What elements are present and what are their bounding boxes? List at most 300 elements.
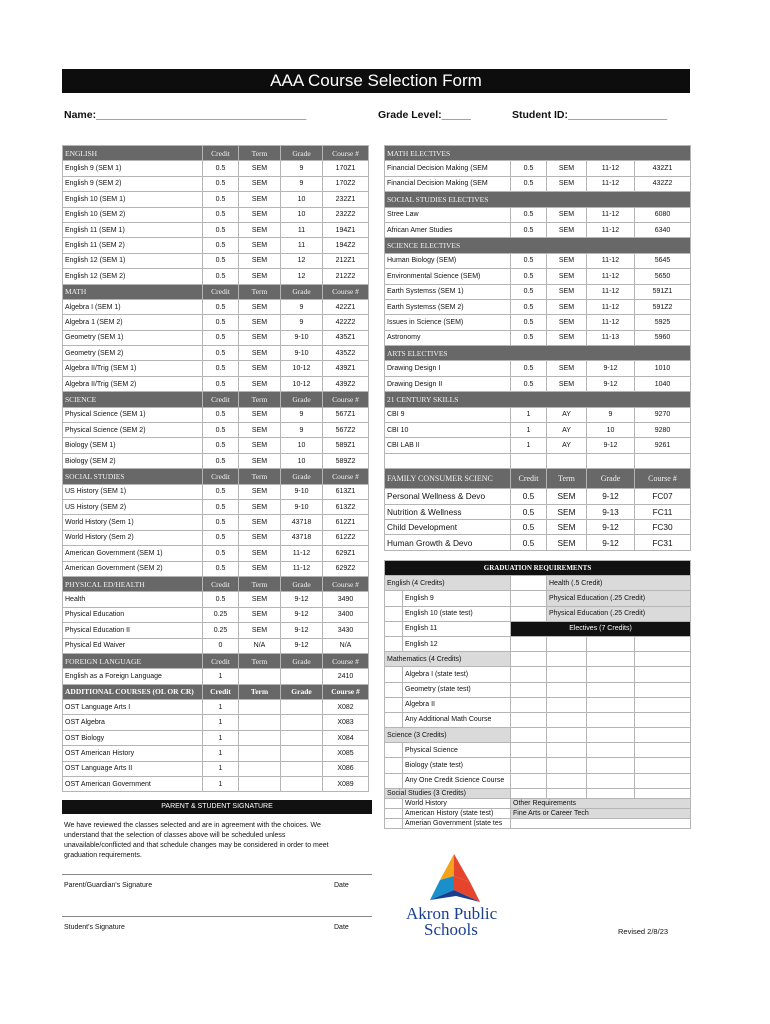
course-row[interactable] [63,715,369,730]
course-cell: 1 [203,746,239,761]
course-cell: X086 [323,761,369,776]
course-cell: 9 [587,407,635,422]
course-name: Issues in Science (SEM) [385,315,511,330]
course-cell: 591Z1 [635,284,691,299]
course-row[interactable] [63,423,369,438]
course-name: English 11 (SEM 1) [63,222,203,237]
course-cell: 629Z1 [323,546,369,561]
logo-facet [440,854,454,880]
course-cell: 1 [511,438,547,453]
course-cell: SEM [239,592,281,607]
course-cell: 9270 [635,407,691,422]
course-cell [239,761,281,776]
course-cell: 0.5 [203,207,239,222]
course-cell: 11-12 [587,161,635,176]
course-name: Physical Education [63,607,203,622]
course-row[interactable] [63,761,369,776]
course-row[interactable] [63,546,369,561]
course-row[interactable] [385,315,691,330]
course-name: Earth Systemss (SEM 2) [385,299,511,314]
section-title: SCIENCE [63,392,203,407]
empty-cell [511,453,547,468]
course-name: OST American History [63,746,203,761]
course-cell: SEM [239,407,281,422]
course-cell: 589Z2 [323,453,369,468]
course-row[interactable] [63,746,369,761]
course-cell: 0.5 [203,407,239,422]
course-row[interactable] [385,489,691,504]
course-cell: 435Z2 [323,346,369,361]
course-cell: 11-12 [587,299,635,314]
course-cell: 9 [281,161,323,176]
course-row[interactable] [63,238,369,253]
column-header: Term [239,469,281,484]
column-header: Term [239,146,281,161]
course-cell [281,715,323,730]
course-cell: 613Z1 [323,484,369,499]
column-header: Course # [323,146,369,161]
course-row[interactable] [63,253,369,268]
course-cell: SEM [239,623,281,638]
grad-ss-item: Amerian Government (state tes [403,818,511,828]
student-signature-label: Student's Signature [64,924,125,931]
course-cell [239,700,281,715]
course-cell: 11-12 [587,207,635,222]
course-cell: 0.5 [203,238,239,253]
section-title: FAMILY CONSUMER SCIENC [385,469,511,489]
course-row[interactable] [63,607,369,622]
course-cell: 11-12 [281,561,323,576]
course-cell: 0.5 [511,269,547,284]
course-row[interactable] [63,700,369,715]
course-row[interactable] [385,423,691,438]
course-row[interactable] [63,669,369,684]
course-cell: FC07 [635,489,691,504]
column-header: Grade [281,284,323,299]
course-cell: 11-12 [587,222,635,237]
course-cell: SEM [239,330,281,345]
column-header: Course # [323,653,369,668]
grad-math-item: Geometry (state test) [403,682,511,697]
course-row[interactable] [63,376,369,391]
course-row[interactable] [63,299,369,314]
grad-science-header: Science (3 Credits) [385,728,511,743]
course-row[interactable] [63,530,369,545]
course-name: Stree Law [385,207,511,222]
course-name: Biology (SEM 1) [63,438,203,453]
course-cell [281,730,323,745]
course-name: African Amer Studies [385,222,511,237]
course-row[interactable] [63,361,369,376]
course-cell: 9-12 [281,638,323,653]
course-row[interactable] [63,561,369,576]
course-cell: 9-12 [587,376,635,391]
course-row[interactable] [63,438,369,453]
grad-electives-header: Electives (7 Credits) [511,621,691,636]
student-id-field[interactable]: Student ID:_________________ [512,109,668,121]
graduation-requirements-table [384,560,691,829]
course-cell: SEM [239,253,281,268]
parent-date-label: Date [334,882,349,889]
course-name: Nutrition & Wellness [385,504,511,519]
course-cell: 11 [281,238,323,253]
course-cell: 0.5 [203,330,239,345]
course-row[interactable] [63,592,369,607]
course-name: Geometry (SEM 1) [63,330,203,345]
course-cell: 0.5 [511,330,547,345]
course-name: Financial Decision Making (SEM [385,161,511,176]
course-cell [281,777,323,792]
course-cell: 0.5 [203,515,239,530]
course-cell: 0.5 [511,161,547,176]
course-cell: 9261 [635,438,691,453]
section-title: ARTS ELECTIVES [385,346,691,361]
column-header: Course # [323,284,369,299]
course-cell: SEM [239,176,281,191]
course-cell: 0.5 [511,376,547,391]
column-header: Grade [587,469,635,489]
course-cell: X084 [323,730,369,745]
course-name: Algebra 1 (SEM 2) [63,315,203,330]
column-header: Term [239,653,281,668]
parent-signature-label: Parent/Guardian's Signature [64,882,153,889]
course-cell: SEM [239,361,281,376]
grade-level-field[interactable]: Grade Level:_____ [378,109,471,121]
column-header: Grade [281,684,323,699]
course-row[interactable] [385,284,691,299]
course-cell: 10-12 [281,376,323,391]
course-cell: 0.5 [203,346,239,361]
course-cell: 0.5 [203,161,239,176]
course-cell: 1010 [635,361,691,376]
course-cell: 1040 [635,376,691,391]
course-row[interactable] [385,207,691,222]
course-cell: 1 [203,730,239,745]
section-title: SCIENCE ELECTIVES [385,238,691,253]
section-title: MATH ELECTIVES [385,146,691,161]
course-cell: 194Z1 [323,222,369,237]
course-cell: SEM [547,535,587,550]
course-cell: 1 [203,761,239,776]
course-row[interactable] [385,253,691,268]
course-row[interactable] [385,269,691,284]
course-cell: 591Z2 [635,299,691,314]
course-row[interactable] [385,535,691,550]
course-cell: 0.25 [203,623,239,638]
left-course-table [62,145,369,792]
grad-english-item: English 9 [403,591,511,606]
course-cell: 12 [281,253,323,268]
course-cell: 10-12 [281,361,323,376]
course-cell: SEM [547,284,587,299]
column-header: Term [239,576,281,591]
course-row[interactable] [63,192,369,207]
course-name: OST American Government [63,777,203,792]
section-title: SOCIAL STUDIES [63,469,203,484]
course-row[interactable] [63,269,369,284]
course-cell: SEM [239,269,281,284]
course-cell: 9-12 [587,361,635,376]
course-cell: 0.5 [203,376,239,391]
course-row[interactable] [63,484,369,499]
section-header-math [63,284,369,299]
grad-ss-item: American History (state test) [403,808,511,818]
course-cell: 0.5 [511,315,547,330]
column-header: Grade [281,392,323,407]
section-header-foreign-language [63,653,369,668]
course-cell: SEM [239,207,281,222]
form-title: AAA Course Selection Form [62,69,690,93]
course-row[interactable] [63,777,369,792]
section-header-physical-ed-health [63,576,369,591]
section-title: PHYSICAL ED/HEALTH [63,576,203,591]
course-row[interactable] [385,438,691,453]
course-cell: 9 [281,407,323,422]
graduation-title: GRADUATION REQUIREMENTS [385,561,691,576]
course-cell: 0.5 [203,530,239,545]
section-title: FOREIGN LANGUAGE [63,653,203,668]
course-name: CBI 10 [385,423,511,438]
course-cell: SEM [239,376,281,391]
course-name: Human Biology (SEM) [385,253,511,268]
column-header: Grade [281,653,323,668]
course-cell: 1 [203,700,239,715]
course-cell: 9-10 [281,330,323,345]
course-cell: 0.5 [203,499,239,514]
course-row[interactable] [63,499,369,514]
course-cell: 194Z2 [323,238,369,253]
course-row[interactable] [385,176,691,191]
course-name: OST Algebra [63,715,203,730]
logo-line2: Schools [424,920,478,939]
course-name: Drawing Design II [385,376,511,391]
course-cell: 170Z2 [323,176,369,191]
course-row[interactable] [385,299,691,314]
course-cell: 10 [281,438,323,453]
course-row[interactable] [63,623,369,638]
empty-cell [385,453,511,468]
name-field[interactable]: Name:____________________________________ [64,109,307,121]
course-cell: 9-10 [281,484,323,499]
course-cell: 439Z1 [323,361,369,376]
course-cell: SEM [239,222,281,237]
grad-other-header: Other Requirements [511,798,691,808]
course-cell: 10 [281,453,323,468]
course-name: World History (Sem 2) [63,530,203,545]
course-cell [239,746,281,761]
course-name: OST Language Arts II [63,761,203,776]
course-name: CBI 9 [385,407,511,422]
course-row[interactable] [63,346,369,361]
section-title: 21 CENTURY SKILLS [385,392,691,407]
course-cell: 0.5 [203,546,239,561]
course-cell: 0.5 [203,484,239,499]
column-header: Course # [323,576,369,591]
course-name: English 12 (SEM 2) [63,269,203,284]
course-cell: 613Z2 [323,499,369,514]
course-cell: FC11 [635,504,691,519]
course-row[interactable] [385,361,691,376]
course-cell: 5925 [635,315,691,330]
course-cell: SEM [547,489,587,504]
course-cell: 11-12 [281,546,323,561]
course-cell: 0.5 [511,222,547,237]
section-title: MATH [63,284,203,299]
course-cell: 6080 [635,207,691,222]
course-cell: 612Z2 [323,530,369,545]
course-row[interactable] [385,519,691,534]
grad-health-header: Health (.5 Credit) [547,576,691,591]
grad-math-item: Algebra I (state test) [403,667,511,682]
signature-section [62,800,372,950]
column-header: Course # [323,684,369,699]
course-cell: 11-12 [587,269,635,284]
course-row[interactable] [63,515,369,530]
divider [62,874,372,875]
course-cell: SEM [239,423,281,438]
course-cell: 10 [281,192,323,207]
grad-math-item: Algebra II [403,697,511,712]
course-cell [281,761,323,776]
course-cell: 9-10 [281,499,323,514]
course-cell: SEM [547,519,587,534]
course-cell: 9-12 [587,519,635,534]
course-row[interactable] [63,176,369,191]
course-cell: SEM [547,330,587,345]
column-header: Course # [323,392,369,407]
course-cell: SEM [547,361,587,376]
course-cell: 5960 [635,330,691,345]
signature-agreement-text: We have reviewed the classes selected and are in agreement with the choices. We understand that the selection of classes above will be scheduled unless unavailable/conflicted and that schedule changes may be considered in order to meet graduation requirements. [64,822,329,859]
course-cell: SEM [239,546,281,561]
course-name: US History (SEM 1) [63,484,203,499]
course-cell: 11-12 [587,284,635,299]
course-cell: 11-12 [587,176,635,191]
empty-cell [635,453,691,468]
course-name: US History (SEM 2) [63,499,203,514]
course-cell: SEM [547,222,587,237]
course-cell: 11-13 [587,330,635,345]
course-name: Physical Ed Waiver [63,638,203,653]
column-header: Credit [203,284,239,299]
course-row[interactable] [385,222,691,237]
course-name: American Government (SEM 2) [63,561,203,576]
course-name: Algebra II/Trig (SEM 2) [63,376,203,391]
column-header: Grade [281,146,323,161]
course-row[interactable] [63,161,369,176]
course-cell: 589Z1 [323,438,369,453]
section-header-21-century-skills [385,392,691,407]
course-cell: 0.5 [511,299,547,314]
section-header-social-studies [63,469,369,484]
course-cell: 9-12 [587,438,635,453]
course-cell: X089 [323,777,369,792]
course-row[interactable] [63,407,369,422]
course-name: Human Growth & Devo [385,535,511,550]
course-cell: SEM [239,607,281,622]
course-cell: SEM [239,315,281,330]
course-cell: 10 [281,207,323,222]
course-cell: 43718 [281,515,323,530]
column-header: Term [547,469,587,489]
column-header: Credit [203,469,239,484]
course-cell: 9 [281,299,323,314]
course-cell: 0.5 [203,222,239,237]
course-row[interactable] [385,161,691,176]
revised-date: Revised 2/8/23 [618,927,669,936]
column-header: Grade [281,576,323,591]
divider [62,916,372,917]
course-cell: 3400 [323,607,369,622]
course-cell: SEM [547,376,587,391]
column-header: Credit [203,576,239,591]
course-row[interactable] [63,453,369,468]
course-row[interactable] [385,407,691,422]
course-cell: 6340 [635,222,691,237]
column-header: Grade [281,469,323,484]
course-cell: 629Z2 [323,561,369,576]
course-cell: 612Z1 [323,515,369,530]
course-cell [281,746,323,761]
course-name: English 10 (SEM 1) [63,192,203,207]
course-cell: 422Z1 [323,299,369,314]
course-cell: 9-10 [281,346,323,361]
course-cell: 5650 [635,269,691,284]
course-row[interactable] [63,330,369,345]
course-cell: SEM [547,315,587,330]
course-cell: 232Z2 [323,207,369,222]
course-cell: SEM [239,192,281,207]
course-cell [239,777,281,792]
course-cell [239,715,281,730]
course-cell: 0.5 [203,315,239,330]
course-name: English 11 (SEM 2) [63,238,203,253]
grad-english-item: English 12 [403,636,511,651]
course-cell: 0.5 [511,176,547,191]
course-cell: SEM [547,176,587,191]
course-row[interactable] [63,638,369,653]
course-row[interactable] [63,222,369,237]
course-cell: 0.25 [203,607,239,622]
course-cell: 1 [511,423,547,438]
course-row[interactable] [385,504,691,519]
course-cell: SEM [547,161,587,176]
course-cell: 0.5 [511,489,547,504]
course-row[interactable] [63,207,369,222]
column-header: Credit [203,684,239,699]
course-cell: 9-13 [587,504,635,519]
course-row[interactable] [385,330,691,345]
course-row[interactable] [63,730,369,745]
course-row[interactable] [385,376,691,391]
course-cell: 0.5 [511,253,547,268]
course-cell: 0.5 [511,535,547,550]
course-cell: 0.5 [203,361,239,376]
course-cell: SEM [239,515,281,530]
course-name: Algebra II/Trig (SEM 1) [63,361,203,376]
course-row[interactable] [63,315,369,330]
course-cell: 12 [281,269,323,284]
course-cell: 0.5 [203,253,239,268]
course-cell: SEM [239,299,281,314]
course-name: Physical Science (SEM 1) [63,407,203,422]
grad-ss-header: Social Studies (3 Credits) [385,788,511,798]
logo-line1: Akron Public [406,904,498,923]
course-name: English 9 (SEM 1) [63,161,203,176]
grad-pe-1: Physical Education (.25 Credit) [547,591,691,606]
course-cell: SEM [239,438,281,453]
section-header-social-studies-electives [385,192,691,207]
